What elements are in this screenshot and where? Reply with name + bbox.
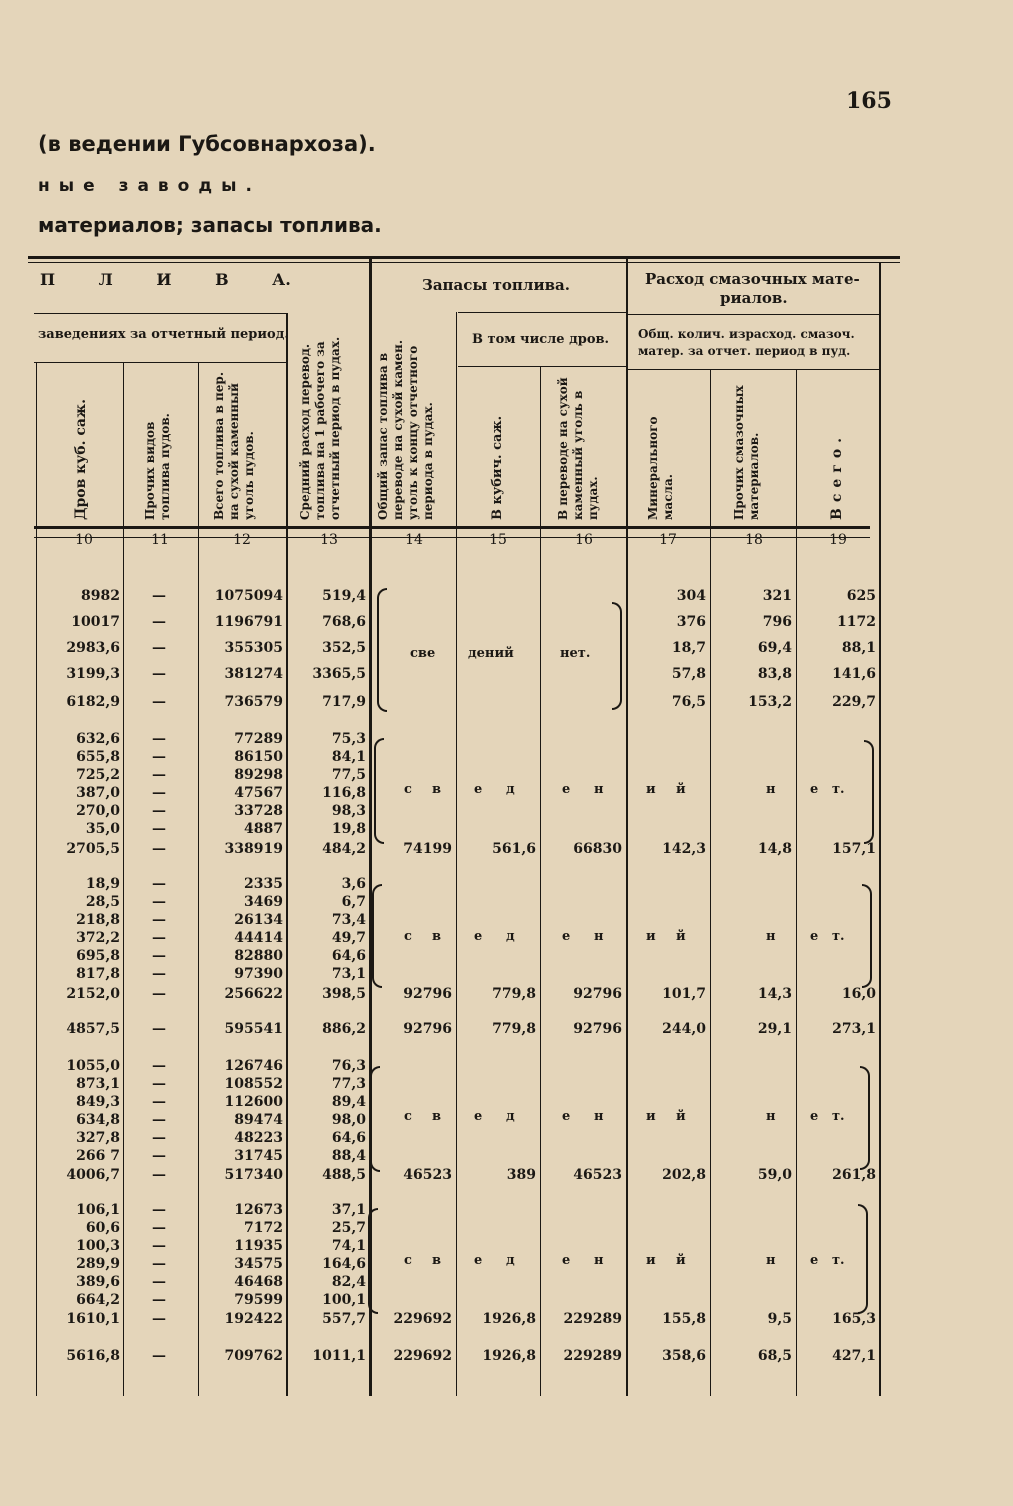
vrule-left	[36, 362, 37, 1396]
dash-cell: —	[152, 1202, 166, 1218]
cell-c10: 3199,3	[66, 666, 120, 682]
brace	[372, 884, 382, 988]
no-info-letter: н	[594, 1109, 604, 1124]
cell-c14: 229692	[393, 1311, 452, 1327]
cell-c17: 101,7	[662, 986, 706, 1002]
dash-cell: —	[152, 1112, 166, 1128]
col-number: 14	[405, 532, 423, 548]
no-info-letter: е	[810, 1253, 819, 1268]
vrule-16-17	[626, 258, 628, 1396]
cell-c12: 11935	[234, 1238, 283, 1254]
cell-c12: 86150	[234, 749, 283, 765]
dash-cell: —	[152, 1094, 166, 1110]
cell-c13: 88,4	[331, 1148, 366, 1164]
no-info-text: све	[410, 646, 436, 661]
header-avg: Средний расход перевод. топлива на 1 рабочего за отчетный период в пудах.	[298, 336, 342, 520]
cell-c12: 381274	[224, 666, 283, 682]
cell-c18: 9,5	[767, 1311, 792, 1327]
no-info-letter: в	[432, 929, 442, 944]
row2-rule-right	[628, 369, 880, 370]
cell-c17: 76,5	[671, 694, 706, 710]
cell-c10: 2705,5	[66, 841, 120, 857]
no-info-letter: й	[676, 782, 686, 797]
col-number: 13	[320, 532, 338, 548]
cell-c13: 77,5	[331, 767, 366, 783]
no-info-letter: с	[404, 782, 412, 797]
brace	[864, 740, 874, 844]
cell-c15: 1926,8	[482, 1311, 536, 1327]
cell-c13: 886,2	[322, 1021, 366, 1037]
cell-c19: 165,3	[832, 1311, 876, 1327]
dash-cell: —	[152, 785, 166, 801]
cell-c19: 88,1	[841, 640, 876, 656]
cell-c17: 376	[676, 614, 706, 630]
cell-c18: 153,2	[748, 694, 792, 710]
cell-c10: 372,2	[76, 930, 120, 946]
cell-c10: 4006,7	[66, 1167, 120, 1183]
cell-c13: 557,7	[322, 1311, 366, 1327]
page-number: 165	[846, 88, 892, 114]
header-c15: В кубич. саж.	[490, 415, 505, 520]
cell-c12: 26134	[234, 912, 283, 928]
col-number: 10	[75, 532, 93, 548]
cell-c13: 64,6	[331, 948, 366, 964]
cell-c19: 273,1	[832, 1021, 876, 1037]
cell-c12: 338919	[224, 841, 283, 857]
cell-c12: 89298	[234, 767, 283, 783]
dash-cell: —	[152, 1311, 166, 1327]
cell-c16: 92796	[573, 1021, 622, 1037]
cell-c14: 74199	[403, 841, 452, 857]
cell-c13: 73,4	[331, 912, 366, 928]
cell-c13: 98,3	[331, 803, 366, 819]
cell-c16: 229289	[563, 1348, 622, 1364]
row1-rule-left	[34, 313, 288, 314]
no-info-text: дений	[468, 646, 514, 661]
row1-rule-mid	[458, 312, 626, 313]
cell-c15: 779,8	[492, 1021, 536, 1037]
cell-c10: 873,1	[76, 1076, 120, 1092]
title-line-3: материалов; запасы топлива.	[38, 213, 382, 237]
header-c16: В переводе на сухой каменный уголь в пудах.	[556, 377, 600, 520]
cell-c10: 2152,0	[66, 986, 120, 1002]
cell-c13: 3,6	[341, 876, 366, 892]
dash-cell: —	[152, 666, 166, 682]
cell-c12: 46468	[234, 1274, 283, 1290]
title-line-2: ные заводы.	[38, 176, 261, 196]
cell-c15: 561,6	[492, 841, 536, 857]
cell-c19: 229,7	[832, 694, 876, 710]
header-consumed: заведениях за отчетный период.	[38, 327, 289, 342]
header-bottom-rule	[34, 526, 870, 529]
cell-c10: 2983,6	[66, 640, 120, 656]
cell-c10: 8982	[81, 588, 120, 604]
cell-c10: 100,3	[76, 1238, 120, 1254]
header-incl-wood: В том числе дров.	[472, 332, 610, 347]
cell-c12: 126746	[224, 1058, 283, 1074]
brace	[368, 1208, 378, 1314]
no-info-letter: е	[562, 1253, 571, 1268]
cell-c13: 484,2	[322, 841, 366, 857]
header-c12: Всего топлива в пер. на сухой каменный уголь пудов.	[212, 372, 256, 520]
cell-c13: 75,3	[331, 731, 366, 747]
dash-cell: —	[152, 1148, 166, 1164]
cell-c10: 289,9	[76, 1256, 120, 1272]
no-info-letter: и	[646, 782, 656, 797]
no-info-letter: е	[474, 782, 483, 797]
cell-c12: 192422	[224, 1311, 283, 1327]
dash-cell: —	[152, 1256, 166, 1272]
cell-c14: 229692	[393, 1348, 452, 1364]
cell-c13: 84,1	[331, 749, 366, 765]
cell-c14: 46523	[403, 1167, 452, 1183]
cell-c12: 89474	[234, 1112, 283, 1128]
no-info-letter: й	[676, 1109, 686, 1124]
no-info-letter: й	[676, 1253, 686, 1268]
cell-c12: 1075094	[214, 588, 283, 604]
cell-c12: 2335	[244, 876, 283, 892]
header-lubricants-2: риалов.	[720, 289, 788, 307]
vrule-17-18	[710, 369, 711, 1396]
vrule-right	[879, 262, 881, 1396]
cell-c10: 270,0	[76, 803, 120, 819]
cell-c12: 12673	[234, 1202, 283, 1218]
no-info-letter: е	[810, 929, 819, 944]
cell-c10: 5616,8	[66, 1348, 120, 1364]
cell-c16: 92796	[573, 986, 622, 1002]
cell-c12: 79599	[234, 1292, 283, 1308]
cell-c17: 202,8	[662, 1167, 706, 1183]
dash-cell: —	[152, 821, 166, 837]
no-info-letter: й	[676, 929, 686, 944]
dash-cell: —	[152, 1167, 166, 1183]
no-info-letter: д	[506, 1109, 515, 1124]
header-c10: Дров куб. саж.	[73, 399, 89, 520]
cell-c12: 44414	[234, 930, 283, 946]
cell-c18: 796	[762, 614, 792, 630]
col-number: 11	[151, 532, 169, 548]
cell-c17: 358,6	[662, 1348, 706, 1364]
cell-c16: 229289	[563, 1311, 622, 1327]
cell-c12: 77289	[234, 731, 283, 747]
cell-c10: 10017	[71, 614, 120, 630]
no-info-letter: е	[810, 1109, 819, 1124]
cell-c10: 35,0	[85, 821, 120, 837]
vrule-12-13	[286, 313, 288, 1396]
dash-cell: —	[152, 1274, 166, 1290]
no-info-letter: е	[562, 782, 571, 797]
col-number: 15	[489, 532, 507, 548]
no-info-letter: в	[432, 1109, 442, 1124]
cell-c13: 73,1	[331, 966, 366, 982]
cell-c12: 108552	[224, 1076, 283, 1092]
dash-cell: —	[152, 614, 166, 630]
header-c19: Всего.	[829, 431, 845, 520]
header-lub-total-1: Общ. колич. израсход. смазоч.	[638, 327, 855, 341]
cell-c10: 389,6	[76, 1274, 120, 1290]
cell-c12: 47567	[234, 785, 283, 801]
brace	[612, 602, 622, 710]
cell-c13: 37,1	[331, 1202, 366, 1218]
top-rule-thick	[28, 256, 900, 259]
cell-c10: 387,0	[76, 785, 120, 801]
vrule-14-15	[456, 312, 457, 1396]
cell-c18: 83,8	[757, 666, 792, 682]
brace	[377, 588, 387, 712]
cell-c12: 355305	[224, 640, 283, 656]
cell-c12: 82880	[234, 948, 283, 964]
brace	[858, 1204, 868, 1314]
cell-c12: 112600	[224, 1094, 283, 1110]
title-line-1: (в ведении Губсовнархоза).	[38, 132, 376, 156]
no-info-letter: н	[766, 782, 776, 797]
cell-c12: 97390	[234, 966, 283, 982]
no-info-text: нет.	[560, 646, 591, 661]
cell-c13: 49,7	[331, 930, 366, 946]
no-info-letter: и	[646, 1109, 656, 1124]
cell-c18: 68,5	[757, 1348, 792, 1364]
brace	[860, 1066, 870, 1170]
no-info-letter: н	[594, 1253, 604, 1268]
row2-rule-mid	[458, 366, 626, 367]
no-info-letter: н	[766, 929, 776, 944]
dash-cell: —	[152, 1348, 166, 1364]
no-info-letter: и	[646, 1253, 656, 1268]
row1-rule-right	[628, 314, 880, 315]
cell-c13: 89,4	[331, 1094, 366, 1110]
row2-rule-left	[34, 362, 288, 363]
no-info-letter: и	[646, 929, 656, 944]
no-info-letter: д	[506, 782, 515, 797]
vrule-10-11	[123, 362, 124, 1396]
vrule-11-12	[198, 362, 199, 1396]
cell-c15: 1926,8	[482, 1348, 536, 1364]
cell-c18: 69,4	[757, 640, 792, 656]
dash-cell: —	[152, 876, 166, 892]
cell-c13: 64,6	[331, 1130, 366, 1146]
cell-c19: 261,8	[832, 1167, 876, 1183]
header-c17: Минерального масла.	[646, 416, 675, 520]
cell-c17: 244,0	[662, 1021, 706, 1037]
no-info-letter: в	[432, 782, 442, 797]
cell-c13: 116,8	[322, 785, 366, 801]
no-info-letter: е	[562, 929, 571, 944]
cell-c10: 18,9	[85, 876, 120, 892]
header-reserves: Запасы топлива.	[422, 276, 570, 294]
dash-cell: —	[152, 1076, 166, 1092]
no-info-letter: с	[404, 1253, 412, 1268]
col-number: 17	[659, 532, 677, 548]
dash-cell: —	[152, 966, 166, 982]
dash-cell: —	[152, 986, 166, 1002]
cell-c10: 218,8	[76, 912, 120, 928]
no-info-letter: н	[594, 782, 604, 797]
no-info-letter: е	[474, 1109, 483, 1124]
no-info-letter: в	[432, 1253, 442, 1268]
dash-cell: —	[152, 894, 166, 910]
no-info-letter: е	[562, 1109, 571, 1124]
cell-c12: 31745	[234, 1148, 283, 1164]
header-lub-total-2: матер. за отчет. период в пуд.	[638, 344, 851, 358]
cell-c17: 18,7	[671, 640, 706, 656]
no-info-letter: т.	[832, 929, 845, 944]
cell-c17: 142,3	[662, 841, 706, 857]
no-info-letter: н	[766, 1253, 776, 1268]
cell-c12: 33728	[234, 803, 283, 819]
cell-c16: 46523	[573, 1167, 622, 1183]
no-info-letter: т.	[832, 1109, 845, 1124]
cell-c19: 1172	[837, 614, 876, 630]
no-info-letter: н	[766, 1109, 776, 1124]
col-number: 18	[745, 532, 763, 548]
cell-c19: 16,0	[841, 986, 876, 1002]
header-c18: Прочих смазочных материалов.	[732, 385, 761, 520]
cell-c12: 595541	[224, 1021, 283, 1037]
cell-c10: 266 7	[76, 1148, 120, 1164]
dash-cell: —	[152, 588, 166, 604]
cell-c17: 155,8	[662, 1311, 706, 1327]
cell-c12: 517340	[224, 1167, 283, 1183]
cell-c10: 28,5	[85, 894, 120, 910]
cell-c10: 327,8	[76, 1130, 120, 1146]
cell-c18: 14,8	[757, 841, 792, 857]
cell-c10: 634,8	[76, 1112, 120, 1128]
top-rule-thin	[28, 262, 900, 263]
brace	[862, 884, 872, 988]
dash-cell: —	[152, 767, 166, 783]
cell-c12: 256622	[224, 986, 283, 1002]
vrule-18-19	[796, 369, 797, 1396]
dash-cell: —	[152, 1292, 166, 1308]
cell-c13: 768,6	[322, 614, 366, 630]
dash-cell: —	[152, 1058, 166, 1074]
col-number: 12	[233, 532, 251, 548]
no-info-letter: н	[594, 929, 604, 944]
cell-c18: 29,1	[757, 1021, 792, 1037]
cell-c19: 625	[846, 588, 876, 604]
cell-c15: 779,8	[492, 986, 536, 1002]
cell-c18: 321	[762, 588, 792, 604]
cell-c10: 655,8	[76, 749, 120, 765]
no-info-letter: д	[506, 929, 515, 944]
cell-c13: 352,5	[322, 640, 366, 656]
cell-c12: 709762	[224, 1348, 283, 1364]
cell-c10: 1610,1	[66, 1311, 120, 1327]
no-info-letter: т.	[832, 1253, 845, 1268]
dash-cell: —	[152, 803, 166, 819]
cell-c10: 817,8	[76, 966, 120, 982]
no-info-letter: с	[404, 1109, 412, 1124]
dash-cell: —	[152, 1130, 166, 1146]
dash-cell: —	[152, 1238, 166, 1254]
cell-c12: 3469	[244, 894, 283, 910]
cell-c10: 1055,0	[66, 1058, 120, 1074]
cell-c10: 725,2	[76, 767, 120, 783]
cell-c10: 6182,9	[66, 694, 120, 710]
cell-c19: 141,6	[832, 666, 876, 682]
cell-c13: 398,5	[322, 986, 366, 1002]
cell-c19: 427,1	[832, 1348, 876, 1364]
cell-c18: 14,3	[757, 986, 792, 1002]
cell-c13: 3365,5	[312, 666, 366, 682]
cell-c13: 25,7	[331, 1220, 366, 1236]
cell-c13: 82,4	[331, 1274, 366, 1290]
cell-c12: 34575	[234, 1256, 283, 1272]
cell-c12: 4887	[244, 821, 283, 837]
dash-cell: —	[152, 841, 166, 857]
dash-cell: —	[152, 749, 166, 765]
no-info-letter: е	[810, 782, 819, 797]
dash-cell: —	[152, 1220, 166, 1236]
cell-c10: 695,8	[76, 948, 120, 964]
cell-c14: 92796	[403, 986, 452, 1002]
dash-cell: —	[152, 930, 166, 946]
cell-c13: 77,3	[331, 1076, 366, 1092]
dash-cell: —	[152, 694, 166, 710]
no-info-letter: е	[474, 929, 483, 944]
cell-c13: 1011,1	[312, 1348, 366, 1364]
cell-c13: 717,9	[322, 694, 366, 710]
dash-cell: —	[152, 1021, 166, 1037]
header-lubricants-1: Расход смазочных мате-	[645, 270, 860, 288]
cell-c13: 6,7	[341, 894, 366, 910]
cell-c13: 98,0	[331, 1112, 366, 1128]
cell-c13: 76,3	[331, 1058, 366, 1074]
header-c11: Прочих видов топлива пудов.	[143, 413, 172, 520]
cell-c18: 59,0	[757, 1167, 792, 1183]
cell-c12: 7172	[244, 1220, 283, 1236]
no-info-letter: е	[474, 1253, 483, 1268]
header-fuel: П Л И В А.	[40, 270, 291, 289]
cell-c15: 389	[506, 1167, 536, 1183]
cell-c10: 4857,5	[66, 1021, 120, 1037]
cell-c16: 66830	[573, 841, 622, 857]
cell-c19: 157,1	[832, 841, 876, 857]
header-total-reserve: Общий запас топлива в переводе на сухой камен. уголь к концу отчетного периода в пудах.	[376, 339, 435, 520]
cell-c12: 736579	[224, 694, 283, 710]
cell-c13: 164,6	[322, 1256, 366, 1272]
cell-c13: 19,8	[331, 821, 366, 837]
dash-cell: —	[152, 640, 166, 656]
cell-c10: 664,2	[76, 1292, 120, 1308]
brace	[374, 738, 384, 844]
col-number: 19	[829, 532, 847, 548]
cell-c13: 519,4	[322, 588, 366, 604]
cell-c14: 92796	[403, 1021, 452, 1037]
no-info-letter: т.	[832, 782, 845, 797]
cell-c10: 632,6	[76, 731, 120, 747]
no-info-letter: с	[404, 929, 412, 944]
cell-c13: 488,5	[322, 1167, 366, 1183]
dash-cell: —	[152, 912, 166, 928]
cell-c13: 100,1	[322, 1292, 366, 1308]
dash-cell: —	[152, 948, 166, 964]
cell-c10: 60,6	[85, 1220, 120, 1236]
brace	[370, 1066, 380, 1172]
no-info-letter: д	[506, 1253, 515, 1268]
cell-c10: 106,1	[76, 1202, 120, 1218]
vrule-15-16	[540, 366, 541, 1396]
cell-c13: 74,1	[331, 1238, 366, 1254]
dash-cell: —	[152, 731, 166, 747]
cell-c12: 48223	[234, 1130, 283, 1146]
cell-c17: 57,8	[671, 666, 706, 682]
cell-c10: 849,3	[76, 1094, 120, 1110]
cell-c17: 304	[676, 588, 706, 604]
col-number: 16	[575, 532, 593, 548]
cell-c12: 1196791	[214, 614, 283, 630]
